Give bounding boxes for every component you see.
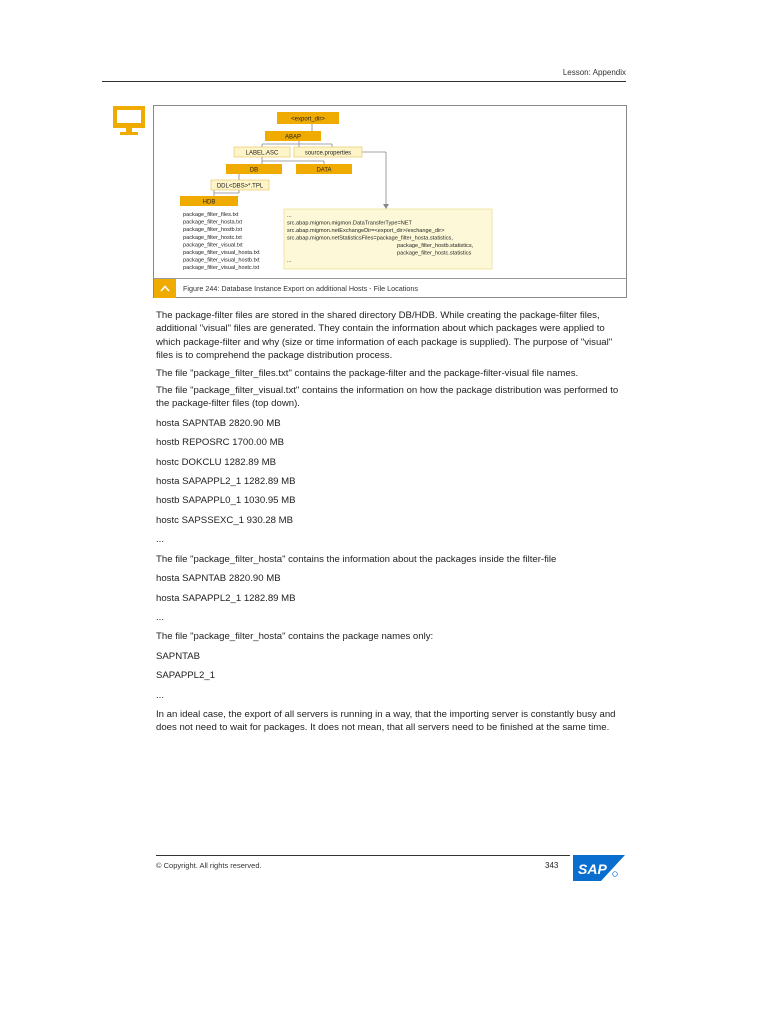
figure-caption-bar <box>154 278 626 298</box>
paragraph: SAPAPPL2_1 <box>156 670 216 682</box>
node-source-properties-label: source.properties <box>304 150 352 157</box>
paragraph: hostb SAPAPPL0_1 1030.95 MB <box>156 495 296 507</box>
file-list-item: package_filter_files.txt <box>183 212 239 218</box>
snippet-line: package_filter_hostb.statistics, <box>397 243 474 249</box>
page-number: 343 <box>545 861 559 870</box>
paragraph: ... <box>156 534 164 546</box>
node-data-label: DATA <box>316 167 332 174</box>
node-ddl-tpl-label: DDL<DBS>*.TPL <box>216 183 264 190</box>
node-hdb-label: HDB <box>202 199 216 206</box>
paragraph: ... <box>156 611 164 623</box>
file-list-item: package_filter_visual.txt <box>183 242 243 249</box>
snippet-line: ... <box>287 213 292 219</box>
file-list-item: package_filter_visual_hosta.txt <box>183 250 260 256</box>
node-label-asc-label: LABEL.ASC <box>245 150 279 157</box>
snippet-line: src.abap.migmon.migmon.DataTransferType=NET <box>287 220 412 227</box>
sap-logo <box>573 855 625 881</box>
footer-divider <box>156 855 570 856</box>
paragraph: In an ideal case, the export of all servers is running in a way, that the importing server is constantly busy and does not need to wait for packages. It does not mean, that all servers need to be finished at the same time. <box>156 708 616 734</box>
chevron-up-icon <box>154 279 176 298</box>
figure-caption: Figure 244: Database Instance Export on additional Hosts - File Locations <box>183 284 418 293</box>
collapse-toggle[interactable] <box>154 279 176 298</box>
copyright-notice: © Copyright. All rights reserved. <box>156 861 262 870</box>
snippet-line: src.abap.migmon.netStatisticsFiles=package_filter_hosta.statistics, <box>287 235 453 242</box>
paragraph: ... <box>156 689 164 701</box>
paragraph: hostc SAPSSEXC_1 930.28 MB <box>156 514 294 526</box>
file-list-item: package_filter_hostb.txt <box>183 227 243 234</box>
header-divider <box>102 81 626 82</box>
file-list-item: package_filter_hostc.txt <box>183 234 242 241</box>
paragraph: The file "package_filter_files.txt" contains the package-filter and the package-filter-visual file names. <box>156 367 579 379</box>
paragraph: The file "package_filter_visual.txt" contains the information on how the package distribution was performed to the package-filter files (top down). <box>156 385 619 410</box>
figure <box>153 105 627 298</box>
paragraph: hostb REPOSRC 1700.00 MB <box>156 437 284 449</box>
paragraph: hosta SAPNTAB 2820.90 MB <box>156 573 281 585</box>
paragraph: The file "package_filter_hosta" contains the package names only: <box>156 631 434 643</box>
file-list-item: package_filter_hosta.txt <box>183 219 243 226</box>
paragraph: hosta SAPAPPL2_1 1282.89 MB <box>156 476 296 488</box>
body-text <box>156 309 626 735</box>
paragraph: hosta SAPAPPL2_1 1282.89 MB <box>156 592 296 604</box>
snippet-line: src.abap.migmon.netExchangeDir=<export_dir>/exchange_dir> <box>287 228 445 234</box>
paragraph: SAPNTAB <box>156 650 201 662</box>
paragraph: The file "package_filter_hosta" contains the information about the packages inside the filter-file <box>156 553 557 565</box>
node-export-dir-label: <export_dir> <box>291 116 325 123</box>
node-abap-label: ABAP <box>284 134 302 141</box>
snippet-line: ... <box>287 258 292 264</box>
lesson-label: Lesson: Appendix <box>562 68 626 77</box>
file-list-item: package_filter_visual_hostc.txt <box>183 265 260 272</box>
directory-diagram <box>154 106 626 278</box>
node-db-label: DB <box>249 167 259 174</box>
file-list-item: package_filter_visual_hostb.txt <box>183 257 260 264</box>
monitor-icon <box>112 106 146 136</box>
paragraph: hosta SAPNTAB 2820.90 MB <box>156 417 281 429</box>
sap-logo-text: SAP <box>578 861 607 877</box>
snippet-line: package_filter_hostc.statistics <box>397 250 472 257</box>
paragraph: The package-filter files are stored in the shared directory DB/HDB. While creating the package-filter files, additional "visual" files are generated. They contain the information about which packages were applied to which package-filter and why (size or time information of each package is supplied). The purpose of "visual" files is to comprehend the package distribution process. <box>156 310 613 362</box>
paragraph: hostc DOKCLU 1282.89 MB <box>156 456 276 468</box>
